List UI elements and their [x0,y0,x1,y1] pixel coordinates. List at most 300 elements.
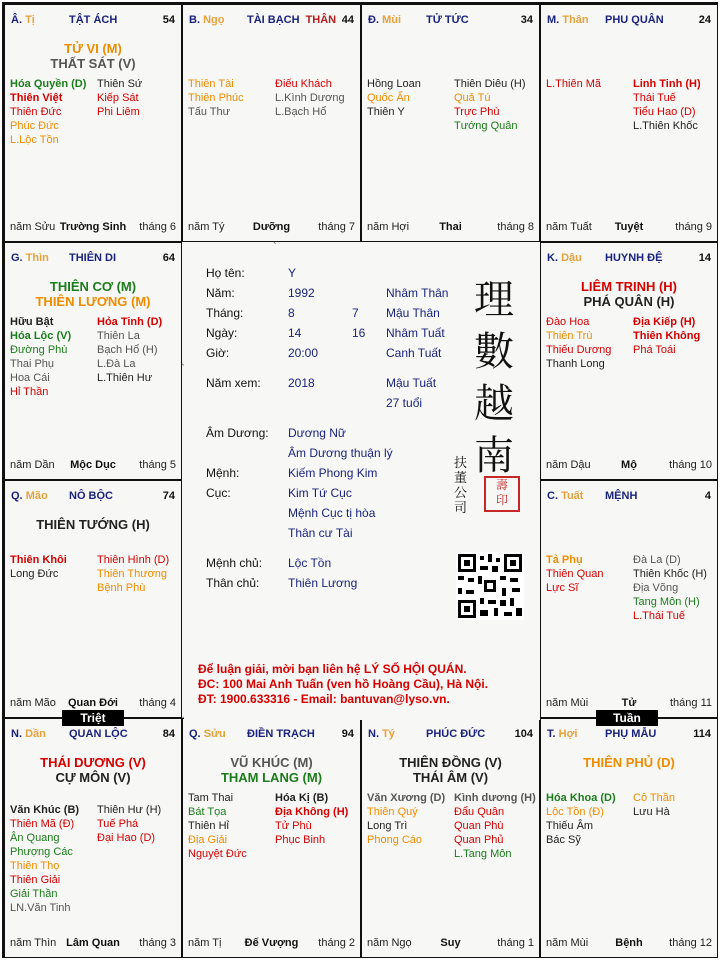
triet-tag: Triệt [62,710,124,726]
minor-star: Đường Phù [10,344,68,356]
palace-can: T. [547,728,556,740]
name-label: Họ tên: [206,266,245,280]
palace-tuat[interactable] [540,480,718,718]
minor-star: Thiên Thọ [10,860,60,872]
minor-star: Hóa Khoa (D) [546,792,616,804]
main-stars [5,517,181,532]
footer-month: tháng 10 [669,459,712,471]
minor-star: Phong Cáo [367,834,423,846]
minor-stars-left [10,803,96,915]
calligraphy-char: 理 [474,277,514,323]
minor-stars-left [546,791,632,847]
minor-star: Đẩu Quân [454,806,505,818]
minor-star: Thai Phụ [10,358,55,370]
palace-can: M. [547,14,560,26]
palace-thin[interactable] [4,242,182,480]
palace-number: 84 [162,728,175,740]
palace-footer [367,937,534,951]
minor-star: Điếu Khách [275,78,332,90]
minor-star: Linh Tinh (H) [633,78,701,90]
palace-name [69,252,116,264]
palace-footer [367,221,534,235]
can-chi [547,490,583,502]
minor-star: Long Trì [367,820,408,832]
palace-number: 44 [341,14,354,26]
hour-value: 20:00 [288,346,319,360]
age-value: 27 tuổi [386,396,423,410]
minor-star: Tướng Quân [454,120,518,132]
palace-ty[interactable] [4,4,182,242]
palace-chi: Sửu [203,728,226,740]
footer-year: năm Sửu [10,221,56,233]
palace-header [366,14,535,28]
palace-than[interactable] [540,4,718,242]
minor-star: Hoa Cái [10,372,50,384]
calligraphy-char: 數 [474,329,514,375]
minor-star: Lực Sĩ [546,582,579,594]
cuc-note-2: Thân cư Tài [288,526,353,540]
main-star: TỬ VI (M) [64,41,122,56]
than-chu-label: Thân chủ: [206,576,260,590]
palace-header [9,252,177,266]
minor-star: Phi Liêm [97,106,140,118]
minor-star: Thiên Hình (D) [97,554,170,566]
year-value: 1992 [288,286,315,300]
palace-header [366,728,535,742]
palace-name [605,490,637,502]
palace-can: Q. [189,728,201,740]
minor-star: Thiên Đức [10,106,62,118]
palace-number: 94 [341,728,354,740]
minor-stars-right [454,77,540,133]
footer-month: tháng 7 [318,221,355,233]
trang-sinh: Lâm Quan [66,937,120,949]
minor-star: Tuế Phá [97,818,139,830]
palace-chi: Ngọ [203,14,225,26]
minor-star: Địa Không (H) [275,806,349,818]
palace-name [247,14,336,26]
minor-star: Kiếp Sát [97,92,139,104]
month-solar: 8 [288,306,295,320]
minor-stars-right [275,791,361,847]
minor-star: Quan Phù [454,820,504,832]
palace-name-text: NÔ BỘC [69,490,113,502]
minor-star: Thiên Giải [10,874,61,886]
hour-label: Giờ: [206,346,230,360]
palace-footer [10,937,176,951]
trang-sinh: Dưỡng [252,221,291,233]
calligraphy-char: 越 [474,381,514,427]
menh-value: Kiếm Phong Kim [288,466,378,480]
palace-can: B. [189,14,200,26]
palace-name [605,252,662,264]
can-chi [11,728,46,740]
main-stars [5,279,181,309]
minor-star: LN.Văn Tinh [10,902,71,914]
trang-sinh: Tử [621,697,637,709]
main-star: THÁI ÂM (V) [412,770,489,785]
main-star: THIÊN ĐỒNG (V) [399,755,502,770]
palace-footer [546,459,712,473]
palace-name-text: PHU QUÂN [605,14,664,26]
main-star: THAM LANG (M) [220,770,323,785]
palace-name [247,728,315,740]
minor-star: Thiên Trù [546,330,593,342]
can-chi [11,490,48,502]
minor-star: Tiểu Hao (D) [633,106,696,118]
footer-year: năm Thìn [10,937,57,949]
palace-can: N. [368,728,379,740]
minor-stars-right [633,315,718,357]
minor-star: Hỏa Tinh (D) [97,316,163,328]
minor-star: Thiên Tài [188,78,234,90]
minor-star: Thiếu Dương [546,344,612,356]
amduong-label: Âm Dương: [206,426,269,440]
minor-stars-right [633,791,718,819]
palace-footer [188,221,355,235]
minor-star: Phục Binh [275,834,326,846]
palace-name-text: THIÊN DI [69,252,117,264]
minor-star: L.Thiên Mã [546,78,602,90]
palace-chi: Thân [562,14,589,26]
minor-star: Thiên Phúc [188,92,244,104]
trang-sinh: Quan Đới [68,697,118,709]
minor-star: Thiên Hư (H) [97,804,162,816]
minor-star: Cô Thần [633,792,675,804]
minor-star: Thiên Việt [10,92,63,104]
day-solar: 14 [288,326,302,340]
palace-mui[interactable] [361,4,540,242]
footer-year: năm Mùi [546,697,589,709]
minor-star: Quan Phủ [454,834,504,846]
minor-stars-right [97,553,182,595]
minor-stars-left [10,553,96,581]
minor-star: Thiên Không [633,330,701,342]
than-chu-value: Thiên Lương [288,576,358,590]
minor-star: Thiên Hỉ [188,820,229,832]
main-star: THIÊN PHỦ (D) [583,755,675,770]
palace-name-text: QUAN LỘC [69,728,128,740]
minor-star: Địa Giải [188,834,228,846]
palace-name [69,728,128,740]
trang-sinh: Bệnh [615,937,643,949]
can-chi [547,14,589,26]
minor-star: Hóa Lộc (V) [10,330,72,342]
trang-sinh: Trường Sinh [59,221,127,233]
day-can-chi: Nhâm Tuất [386,326,445,340]
palace-chi: Tị [25,14,35,26]
palace-number: 14 [698,252,711,264]
palace-suu[interactable] [182,718,361,958]
footer-month: tháng 8 [497,221,534,233]
cuc-note-1: Mệnh Cục tị hòa [288,506,376,520]
palace-dan[interactable] [4,718,182,958]
year-can-chi: Nhâm Thân [386,286,449,300]
minor-star: L.Thiên Hư [97,372,153,384]
palace-can: N. [11,728,22,740]
minor-star: Quốc Ấn [367,92,410,104]
footer-month: tháng 3 [139,937,176,949]
palace-hoi[interactable] [540,718,718,958]
minor-star: Hỉ Thần [10,386,49,398]
menh-chu-value: Lộc Tồn [288,556,332,570]
palace-chi: Thìn [25,252,49,264]
minor-stars-left [10,77,96,147]
contact-info [198,662,488,707]
palace-name [605,728,656,740]
footer-month: tháng 5 [139,459,176,471]
palace-header [9,14,177,28]
minor-star: Đại Hao (D) [97,832,156,844]
main-star: THẤT SÁT (V) [50,56,136,71]
palace-name-text: TỬ TỨC [426,14,469,26]
minor-stars-left [188,791,274,861]
palace-header [187,728,356,742]
minor-stars-right [97,803,182,845]
can-chi [11,14,35,26]
minor-star: Lộc Tồn (Đ) [546,806,604,818]
palace-can: Đ. [368,14,379,26]
minor-stars-left [546,315,632,371]
minor-star: Phượng Các [10,846,73,858]
minor-star: Bát Tọa [188,806,227,818]
footer-year: năm Hợi [367,221,410,233]
minor-star: Thiên Sứ [97,78,143,90]
minor-stars-left [546,77,632,91]
minor-star: Tử Phù [275,820,312,832]
minor-star: Thiên Thương [97,568,168,580]
minor-stars-right [97,315,182,385]
minor-star: Văn Xương (D) [367,792,446,804]
qr-code [456,552,524,620]
name-value: Y [288,266,297,280]
minor-star: Thiên Khôi [10,554,67,566]
minor-star: Bạch Hổ (H) [97,344,158,356]
palace-chi: Mão [25,490,48,502]
palace-can: G. [11,252,23,264]
palace-name-text: PHỤ MẪU [605,728,657,740]
palace-footer [10,697,176,711]
palace-chi: Dần [25,728,46,740]
main-star: CỰ MÔN (V) [55,770,131,785]
main-star: LIÊM TRINH (H) [580,279,678,294]
can-chi [368,728,395,740]
minor-star: Đà La (D) [633,554,681,566]
footer-year: năm Tý [188,221,225,233]
palace-ngo[interactable] [182,4,361,242]
palace-header [9,490,177,504]
palace-number: 4 [704,490,711,502]
minor-star: Thái Tuế [633,92,676,104]
seal-text: 扶董公司 [454,456,468,516]
palace-ti[interactable] [361,718,540,958]
minor-star: Thiên Khốc (H) [633,568,707,580]
footer-month: tháng 2 [318,937,355,949]
menh-chu-label: Mệnh chủ: [206,556,263,570]
can-chi [11,252,49,264]
footer-year: năm Tị [188,937,222,949]
minor-stars-left [10,315,96,399]
month-lunar: 7 [352,306,359,320]
minor-stars-left [367,77,453,119]
minor-star: Thiên Quan [546,568,604,580]
minor-star: Văn Khúc (B) [10,804,80,816]
menh-label: Mệnh: [206,466,240,480]
footer-year: năm Dậu [546,459,591,471]
minor-star: Nguyệt Đức [188,848,247,860]
palace-name [605,14,664,26]
palace-can: K. [547,252,558,264]
month-can-chi: Mậu Thân [386,306,440,320]
main-star: THÁI DƯƠNG (V) [40,755,146,770]
minor-star: Hóa Quyền (D) [10,78,87,90]
palace-chi: Tý [382,728,395,740]
tuan-tag: Tuần [596,710,658,726]
month-label: Tháng: [206,306,244,320]
palace-footer [546,937,712,951]
cuc-value: Kim Tứ Cục [288,486,352,500]
minor-star: Thiên Mã (Đ) [10,818,75,830]
palace-number: 54 [162,14,175,26]
footer-month: tháng 4 [139,697,176,709]
palace-header [545,14,713,28]
minor-star: Phá Toái [633,344,676,356]
palace-chi: Tuất [561,490,584,502]
day-label: Ngày: [206,326,238,340]
palace-footer [188,937,355,951]
footer-year: năm Tuất [546,221,592,233]
main-stars [541,755,717,770]
minor-star: Ân Quang [10,832,60,844]
palace-header [9,728,177,742]
minor-star: Long Đức [10,568,59,580]
main-star: THIÊN LƯƠNG (M) [35,294,151,309]
footer-month: tháng 11 [669,697,712,709]
horoscope-chart [2,2,718,958]
minor-star: L.Tang Môn [454,848,512,860]
minor-star: L.Đà La [97,358,136,370]
main-stars [183,755,360,785]
palace-name-text: ĐIỀN TRẠCH [247,728,315,740]
contact-address: ĐC: 100 Mai Anh Tuấn (ven hồ Hoàng Cầu), Hà Nội. [198,677,489,691]
palace-mao[interactable] [4,480,182,718]
palace-can: Q. [11,490,23,502]
main-star: PHÁ QUÂN (H) [583,294,675,309]
minor-star: Thiên La [97,330,140,342]
hour-can-chi: Canh Tuất [386,346,442,360]
palace-number: 104 [514,728,533,740]
seal-stamp: 壽 印 [484,476,520,512]
minor-star: Lưu Hà [633,806,670,818]
minor-star: Tam Thai [188,792,234,804]
palace-can: C. [547,490,558,502]
minor-star: L.Bạch Hổ [275,106,327,118]
palace-footer [546,221,712,235]
trang-sinh: Đế Vượng [244,937,299,949]
palace-header [545,252,713,266]
amduong-note: Âm Dương thuận lý [288,446,393,460]
minor-star: Đào Hoa [546,316,590,328]
footer-month: tháng 12 [669,937,712,949]
palace-number: 34 [520,14,533,26]
minor-star: Bác Sỹ [546,834,581,846]
minor-star: L.Lộc Tồn [10,134,59,146]
main-stars [541,279,717,309]
minor-star: Thiếu Âm [546,820,594,832]
minor-star: Thiên Quý [367,806,418,818]
minor-stars-right [633,77,718,133]
palace-number: 114 [693,728,711,740]
minor-star: Thiên Diêu (H) [454,78,526,90]
trang-sinh: Suy [440,937,461,949]
can-chi [189,728,226,740]
footer-month: tháng 9 [675,221,712,233]
minor-stars-right [633,553,718,623]
minor-star: Địa Võng [633,582,679,594]
minor-stars-left [188,77,274,119]
minor-stars-left [546,553,632,595]
minor-star: L.Thiên Khốc [633,120,698,132]
minor-star: Quả Tú [454,92,491,104]
palace-name-text: TẬT ÁCH [69,14,118,26]
palace-name-text: HUYNH ĐỆ [605,252,663,264]
footer-year: năm Dần [10,459,55,471]
can-chi [189,14,224,26]
calligraphy-char: 南 [474,433,514,479]
palace-chi: Dậu [561,252,582,264]
minor-star: Hồng Loan [367,78,421,90]
amduong-value: Dương Nữ [288,426,346,440]
trang-sinh: Mộc Dục [70,459,116,471]
trang-sinh: Thai [439,221,462,233]
footer-month: tháng 6 [139,221,176,233]
minor-star: Kình dương (H) [454,792,536,804]
minor-star: Giải Thần [10,888,58,900]
main-star: VŨ KHÚC (M) [230,755,313,770]
minor-stars-right [275,77,361,119]
palace-number: 24 [698,14,711,26]
footer-month: tháng 1 [497,937,534,949]
palace-can: Â. [11,14,22,26]
palace-header [545,728,713,742]
minor-star: Tấu Thư [188,106,231,118]
minor-star: Hóa Kị (B) [275,792,329,804]
main-stars [362,755,539,785]
can-chi [547,252,582,264]
minor-star: Trực Phù [454,106,500,118]
palace-footer [10,459,176,473]
footer-year: năm Mùi [546,937,589,949]
main-stars [5,41,181,71]
minor-star: Tang Môn (H) [633,596,700,608]
palace-footer [546,697,712,711]
palace-chi: Mùi [382,14,402,26]
minor-star: Tả Phụ [546,554,583,566]
center-info-panel [184,244,540,720]
contact-phone-email: ĐT: 1900.633316 - Email: bantuvan@lyso.vn. [198,692,450,706]
palace-header [187,14,356,28]
trang-sinh: Tuyệt [614,221,644,233]
view-year-value: 2018 [288,376,315,390]
minor-star: Địa Kiếp (H) [633,316,696,328]
palace-dau[interactable] [540,242,718,480]
palace-name [69,490,113,502]
calligraphy [464,274,524,482]
minor-star: Hữu Bật [10,316,54,328]
minor-stars-left [367,791,453,847]
trang-sinh: Mộ [621,459,637,471]
palace-header [545,490,713,504]
